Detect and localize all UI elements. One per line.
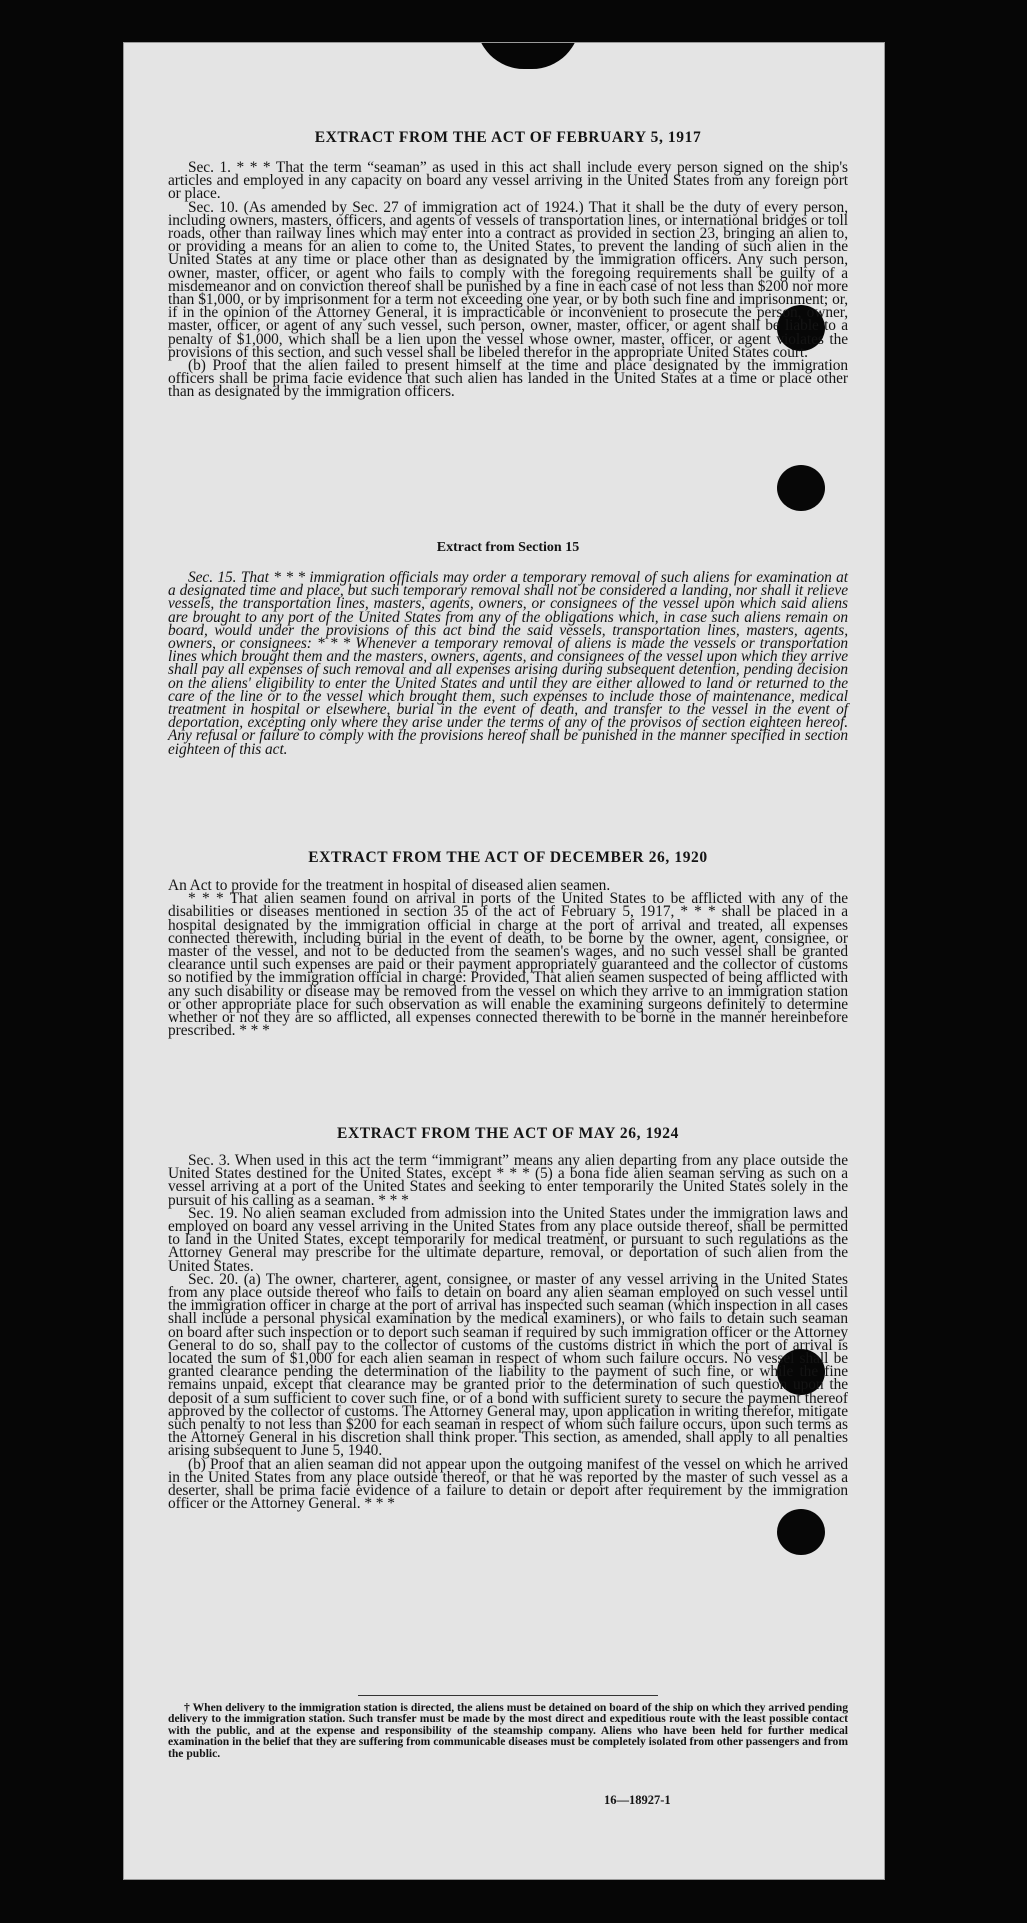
sec-10b-paragraph: (b) Proof that the alien failed to present himself at the time and place designated by the immigration officers shall be prima facie evidence that such alien has landed in the United States at a time or place other than as designated by the immigration officers. (168, 357, 848, 401)
act-1920-title: An Act to provide for the treatment in hospital of diseased alien seamen. (168, 877, 611, 894)
sec-10-paragraph: Sec. 10. (As amended by Sec. 27 of immigration act of 1924.) That it shall be the duty of every person, including owners, masters, officers, and agents of vessels of transportation lines, or international bridges or toll roads, other than railway lines which may enter into a contract as provided in section 23, bringing an alien to, or providing a means for an alien to come to, the United States, to prevent the landing of such alien in the United States at any time or place other than as designated by the immigration officers. Any such person, owner, master, officer, or agent who fails to comply with the foregoing requirements shall be guilty of a misdemeanor and on conviction thereof shall be punished by a fine in each case of not less than $200 nor more than $1,000, or by imprisonment for a term not exceeding one year, or by both such fine and imprisonment; or, if in the opinion of the Attorney General, it is impracticable or inconvenient to prosecute the person, owner, master, officer, or agent of any such vessel, such person, owner, master, officer, or agent shall be liable to a penalty of $1,000, which shall be a lien upon the vessel whose owner, master, officer, or agent violates the provisions of this section, and such vessel shall be libeled therefor in the appropriate United States court. (168, 198, 848, 361)
sec-19-paragraph: Sec. 19. No alien seaman excluded from admission into the United States under the immigration laws and employed on board any vessel arriving in the United States from any place outside thereof, shall be permitted to land in the United States, except temporarily for medical treatment, or pursuant to such regulations as the Attorney General may prescribe for the ultimate departure, removal, or deportation of such alien from the United States. (168, 1204, 848, 1275)
section-15-body (168, 571, 848, 756)
act-1920-paragraph: * * * That alien seamen found on arrival in ports of the United States to be afflicted with any of the disabilities or diseases mentioned in section 35 of the act of February 5, 1917, * * * shall be placed in a hospital designated by the immigration official in charge at the port of arrival and treated, all expenses connected therewith, including burial in the event of death, to be borne by the owner, agent, consignee, or master of the vessel, and not to be deducted from the seamen's wages, and no such vessel shall be granted clearance until such expenses are paid or their payment appropriately guaranteed and the collector of customs so notified by the immigration official in charge: Provided, That alien seamen suspected of being afflicted with any such disability or disease may be removed from the vessel on which they arrive to an immigration station or other appropriate place for such observation as will enable the examining surgeons definitely to determine whether or not they are so afflicted, all expenses connected therewith to be borne in the manner hereinbefore prescribed. * * * (168, 890, 848, 1040)
sec-15-paragraph: Sec. 15. That * * * immigration officials may order a temporary removal of such aliens for examination at a designated time and place, but such temporary removal shall not be considered a landing, nor shall it relieve vessels, the transportation lines, masters, agents, owners, or consignees of the vessel upon which said aliens are brought to any port of the United States from any of the obligations which, in case such aliens remain on board, would under the provisions of this act bind the said vessels, transportation lines, masters, agents, owners, or consignees: * * * Whenever a temporary removal of aliens is made the vessels or transportation lines which brought them and the masters, owners, agents, and consignees of the vessel upon which they arrive shall pay all expenses of such removal and all expenses arising during subsequent detention, pending decision on the aliens' eligibility to enter the United States and until they are either allowed to land or returned to the care of the line or to the vessel which brought them, such expenses to include those of maintenance, medical treatment in hospital or elsewhere, burial in the event of death, and transfer to the vessel in the event of deportation, excepting only where they arise under the terms of any of the provisos of section eighteen hereof. Any refusal or failure to comply with the provisions hereof shall be punished in the manner specified in section eighteen of this act. (168, 569, 848, 758)
punch-hole (777, 1509, 825, 1555)
heading-act-1920: EXTRACT FROM THE ACT OF DECEMBER 26, 1920 (308, 849, 708, 866)
footnote-rule (358, 1695, 658, 1696)
footnote-block (168, 1695, 848, 1759)
subheading-section-15: Extract from Section 15 (436, 540, 580, 555)
section-1920 (168, 849, 848, 867)
footnote-text: † When delivery to the immigration station is directed, the aliens must be detained on board of the ship on which they arrived pending delivery to the immigration station. Such transfer must be made by the most direct and expeditious route with the least possible contact with the public, and at the expense and responsibility of the steamship company. Aliens who have been held for further medical examination in the belief that they are suffering from communicable diseases must be completely isolated from other passengers and from the public. (168, 1701, 849, 1760)
sec-20a-paragraph: Sec. 20. (a) The owner, charterer, agent, consignee, or master of any vessel arriving in the United States from any place outside thereof who fails to detain on board any alien seaman employed on such vessel until the immigration officer in charge at the port of arrival has inspected such seaman (which inspection in all cases shall include a personal physical examination by the medical examiners), or who fails to detain such seaman on board after such inspection or to deport such seaman if required by such immigration officer or the Attorney General to do so, shall pay to the collector of customs of the customs district in which the port of arrival is located the sum of $1,000 for each alien seaman in respect of whom such failure occurs. No vessel shall be granted clearance pending the determination of the liability to the payment of such fine, or while the fine remains unpaid, except that clearance may be granted prior to the determination of such question upon the deposit of a sum sufficient to cover such fine, or of a bond with sufficient surety to secure the payment thereof approved by the collector of customs. The Attorney General may, upon application in writing therefor, mitigate such penalty to not less than $200 for each seaman in respect of whom such failure occurs, upon such terms as the Attorney General in his discretion shall think proper. This section, as amended, shall apply to all penalties arising subsequent to June 5, 1940. (168, 1270, 848, 1460)
section-1917 (168, 129, 848, 147)
section-1917-body (168, 161, 848, 399)
section-1924 (168, 1125, 848, 1143)
section-15 (168, 540, 848, 556)
form-code: 16—18927-1 (604, 1793, 671, 1807)
heading-act-1924: EXTRACT FROM THE ACT OF MAY 26, 1924 (337, 1125, 679, 1142)
sec-3-paragraph: Sec. 3. When used in this act the term “immigrant” means any alien departing from any place outside the United States destined for the United States, except * * * (5) a bona fide alien seaman serving as such on a vessel arriving at a port of the United States and seeking to enter temporarily the United States solely in the pursuit of his calling as a seaman. * * * (168, 1152, 848, 1209)
punch-hole (777, 465, 825, 511)
section-1920-body (168, 877, 848, 1040)
sec-1-paragraph: Sec. 1. * * * That the term “seaman” as used in this act shall include every person signed on the ship's articles and employed in any capacity on board any vessel arriving in the United States from any foreign port or place. (168, 159, 848, 203)
sec-20b-paragraph: (b) Proof that an alien seaman did not appear upon the outgoing manifest of the vessel on which he arrived in the United States from any place outside thereof, or that he was reported by the master of such vessel as a deserter, shall be prima facie evidence of a failure to detain or deport after requirement by the immigration officer or the Attorney General. * * * (168, 1455, 848, 1513)
document-page (123, 42, 885, 1880)
section-1924-body (168, 1152, 848, 1513)
heading-act-1917: EXTRACT FROM THE ACT OF FEBRUARY 5, 1917 (314, 129, 702, 146)
torn-notch (476, 42, 580, 69)
